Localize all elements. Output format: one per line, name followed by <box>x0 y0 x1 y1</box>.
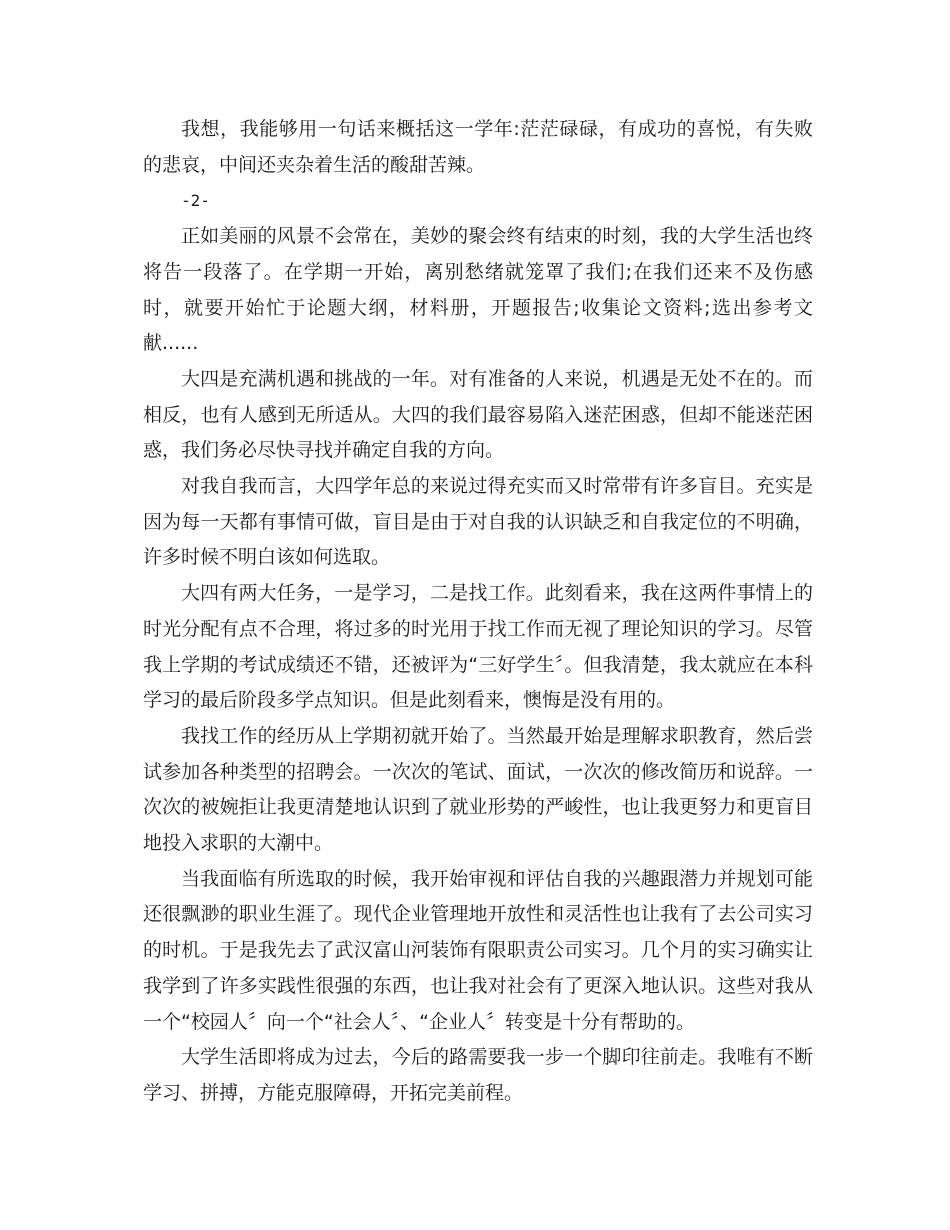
paragraph: 大四是充满机遇和挑战的一年。对有准备的人来说，机遇是无处不在的。而相反，也有人感到无所适从。大四的我们最容易陷入迷茫困惑，但却不能迷茫困惑，我们务必尽快寻找并确定自我的方向。 <box>143 367 813 462</box>
paragraph: 大学生活即将成为过去，今后的路需要我一步一个脚印往前走。我唯有不断学习、拼搏，方能克服障碍，开拓完美前程。 <box>143 1046 813 1104</box>
paragraph: 大四有两大任务，一是学习，二是找工作。此刻看来，我在这两件事情上的时光分配有点不合理，将过多的时光用于找工作而无视了理论知识的学习。尽管我上学期的考试成绩还不错，还被评为“三好学生〞。但我清楚，我太就应在本科学习的最后阶段多学点知识。但是此刻看来，懊悔是没有用的。 <box>143 582 813 712</box>
paragraph: 对我自我而言，大四学年总的来说过得充实而又时常带有许多盲目。充实是因为每一天都有事情可做，盲目是由于对自我的认识缺乏和自我定位的不明确，许多时候不明白该如何选取。 <box>143 475 813 569</box>
paragraph: 我找工作的经历从上学期初就开始了。当然最开始是理解求职教育，然后尝试参加各种类型的招聘会。一次次的笔试、面试，一次次的修改简历和说辞。一次次的被婉拒让我更清楚地认识到了就业形势的严峻性，也让我更努力和更盲目地投入求职的大潮中。 <box>143 724 813 855</box>
paragraph: 正如美丽的风景不会常在，美妙的聚会终有结束的时刻，我的大学生活也终将告一段落了。在学期一开始，离别愁绪就笼罩了我们;在我们还来不及伤感时，就要开始忙于论题大纲，材料册，开题报告;收集论文资料;选出参考文献...... <box>143 225 813 355</box>
paragraph-summary: 我想，我能够用一句话来概括这一学年:茫茫碌碌，有成功的喜悦，有失败的悲哀，中间还夹杂着生活的酸甜苦辣。 <box>143 118 813 176</box>
page-number: -2- <box>181 191 210 211</box>
paragraph: 当我面临有所选取的时候，我开始审视和评估自我的兴趣跟潜力并规划可能还很飘渺的职业生涯了。现代企业管理地开放性和灵活性也让我有了去公司实习的时机。于是我先去了武汉富山河装饰有限职责公司实习。几个月的实习确实让我学到了许多实践性很强的东西，也让我对社会有了更深入地认识。这些对我从一个“校园人〞向一个“社会人〞、“企业人〞转变是十分有帮助的。 <box>143 867 813 1033</box>
document-body <box>143 112 813 1112</box>
